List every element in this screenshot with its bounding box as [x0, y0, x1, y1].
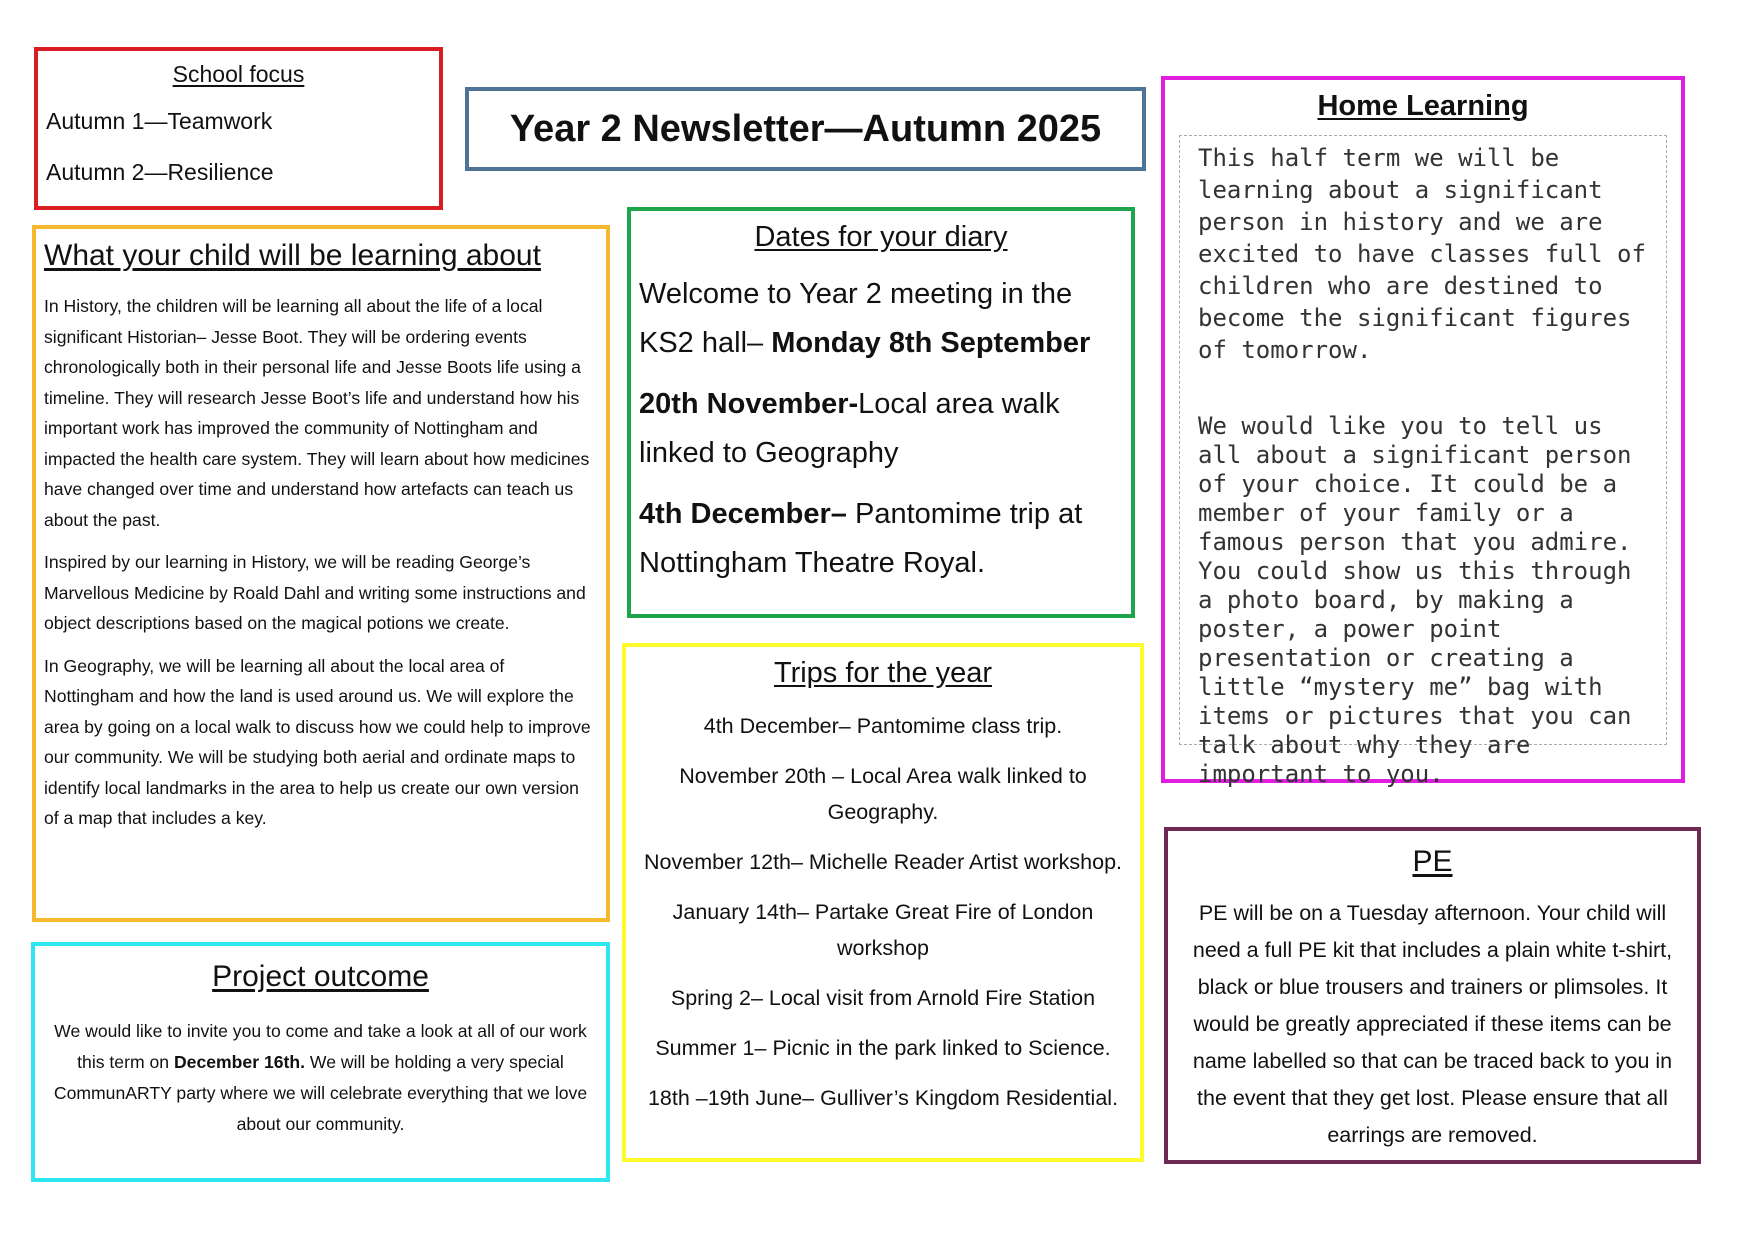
trips-box: [622, 643, 1144, 1162]
date-item-date: Monday 8th September: [771, 327, 1091, 359]
project-outcome-text-start: We would like to invite you to come and take a look at all of our work this term on: [54, 1021, 587, 1072]
school-focus-item: Autumn 1—Teamwork: [46, 108, 273, 134]
trip-item: Spring 2– Local visit from Arnold Fire Station: [670, 986, 1096, 1010]
home-learning-box: [1161, 76, 1685, 788]
date-item-text: Pantomime trip at Nottingham Theatre Royal.: [639, 498, 1083, 579]
project-outcome-text-end: We will be holding a very special CommunARTY party where we will celebrate everything that we love about our community.: [53, 1052, 588, 1134]
trip-item: 18th –19th June– Gulliver’s Kingdom Residential.: [647, 1086, 1119, 1110]
home-learning-heading: Home Learning: [1317, 90, 1529, 122]
newsletter-title: Year 2 Newsletter—Autumn 2025: [509, 107, 1102, 150]
project-outcome-heading: Project outcome: [212, 960, 429, 993]
date-item-welcome-meeting: [639, 270, 1123, 368]
newsletter-title-box: [465, 87, 1146, 171]
trip-item: 4th December– Pantomime class trip.: [703, 714, 1063, 738]
date-item-pantomime: [639, 490, 1123, 588]
trip-item: November 20th – Local Area walk linked to Geography.: [679, 764, 1087, 824]
learning-box: [32, 225, 610, 922]
home-learning-textbox: [1179, 135, 1667, 788]
dates-box: [627, 207, 1135, 618]
date-item-text: Local area walk linked to Geography: [639, 388, 1060, 469]
date-item-date: 4th December–: [639, 498, 847, 530]
project-outcome-text: [45, 1016, 596, 1140]
pe-text: PE will be on a Tuesday afternoon. Your child will need a full PE kit that includes a plain white t-shirt, black or blue trousers and trainers or plimsoles. It would be greatly appreciated if these items can be name labelled so that can be traced back to you in the event that they get lost. Please ensure that all earrings are removed.: [1192, 901, 1673, 1147]
dates-heading: Dates for your diary: [754, 221, 1008, 253]
home-learning-paragraph-2: We would like you to tell us all about a significant person of your choice. It could be a member of your family or a famous person that you admire. You could show us this through a photo board, by making a poster, a power point presentation or creating a little “mystery me” bag with items or pictures that you can talk about why they are important to you.: [1198, 412, 1632, 788]
school-focus-item: Autumn 2—Resilience: [46, 159, 274, 185]
trip-item: Summer 1– Picnic in the park linked to Science.: [655, 1036, 1111, 1060]
home-learning-paragraph-1: This half term we will be learning about a significant person in history and we are excited to have classes full of children who are destined to become the significant figures of tomorrow.: [1198, 144, 1646, 364]
learning-heading: What your child will be learning about: [44, 239, 541, 272]
trips-heading: Trips for the year: [773, 657, 993, 689]
date-item-local-walk: [639, 380, 1123, 478]
project-outcome-date: December 16th.: [173, 1052, 306, 1072]
pe-heading: PE: [1412, 845, 1453, 878]
learning-paragraph-geography: In Geography, we will be learning all about the local area of Nottingham and how the land is used around us. We will explore the area by going on a local walk to discuss how we could help to improve our community. We will be studying both aerial and ordinate maps to identify local landmarks in the area to help us create our own version of a map that includes a key.: [44, 655, 591, 828]
learning-paragraph-english: Inspired by our learning in History, we will be reading George’s Marvellous Medicine by Roald Dahl and writing some instructions and object descriptions based on the magical potions we create.: [44, 552, 586, 633]
date-item-date: 20th November-: [639, 388, 859, 420]
pe-box: [1164, 827, 1701, 1164]
school-focus-heading: School focus: [172, 61, 305, 87]
date-item-text: Welcome to Year 2 meeting in the KS2 hall–: [639, 278, 1073, 359]
school-focus-box: [34, 47, 443, 210]
project-outcome-box: [31, 942, 610, 1182]
learning-paragraph-history: In History, the children will be learning all about the life of a local significant Historian– Jesse Boot. They will be ordering events chronologically both in their personal life and Jesse Boots life using a timeline. They will research Jesse Boot’s life and understand how his important work has improved the community of Nottingham and impacted the health care system. They will learn about how medicines have changed over time and understand how artefacts can teach us about the past.: [44, 296, 590, 530]
trip-item: January 14th– Partake Great Fire of London workshop: [672, 900, 1094, 960]
trip-item: November 12th– Michelle Reader Artist workshop.: [644, 850, 1122, 874]
